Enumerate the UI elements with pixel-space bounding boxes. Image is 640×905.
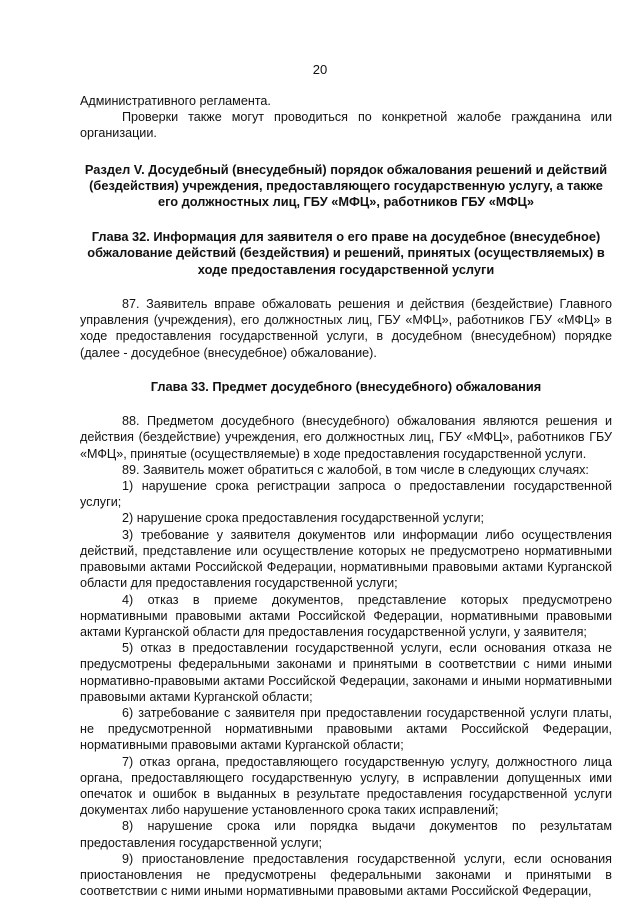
block-spacer — [80, 211, 612, 229]
section-heading: Глава 33. Предмет досудебного (внесудебного) обжалования — [150, 378, 542, 394]
paragraph: Проверки также могут проводиться по конкретной жалобе гражданина или организации. — [80, 110, 612, 141]
block-spacer — [80, 142, 612, 162]
block-spacer — [80, 278, 612, 296]
paragraph: 1) нарушение срока регистрации запроса о предоставлении государственной услуги; — [80, 479, 612, 510]
paragraph: 89. Заявитель может обратиться с жалобой, в том числе в следующих случаях: — [122, 462, 589, 477]
paragraph: 7) отказ органа, предоставляющего государственную услугу, должностного лица органа, предоставляющего государственную услугу, в исправлении допущенных ими опечаток и ошибок в выданных в результате предоставления государственной услуги документах либо нарушение установленного срока таких исправлений; — [80, 754, 612, 818]
block-spacer — [80, 395, 612, 413]
paragraph: 8) нарушение срока или порядка выдачи документов по результатам предоставления государственной услуги; — [80, 819, 612, 850]
paragraph: 2) нарушение срока предоставления государственной услуги; — [122, 511, 485, 526]
page-number: 20 — [312, 62, 328, 77]
section-heading: Глава 32. Информация для заявителя о его праве на досудебное (внесудебное) обжалование действий (бездействия) и решений, принятых (осуществляемых) в ходе предоставления государственной услуги — [87, 228, 605, 277]
paragraph: 9) приостановление предоставления государственной услуги, если основания приостановления не предусмотрены федеральными законами и принятыми в соответствии с ними иными нормативными правовыми актами Российской Федерации, — [80, 851, 612, 899]
block-spacer — [80, 361, 612, 379]
paragraph: 5) отказ в предоставлении государственной услуги, если основания отказа не предусмотрены федеральными законами и принятыми в соответствии с ними иными нормативно-правовыми актами Российской Федерации, законами и иными нормативными правовыми актами Курганской области; — [80, 641, 612, 704]
paragraph: 88. Предметом досудебного (внесудебного) обжалования являются решения и действия (бездействие) учреждения, его должностных лиц, ГБУ «МФЦ», работников ГБУ «МФЦ», принятые (осуществляемые) в ходе предоставления государственной услуги. — [80, 414, 612, 461]
document-body — [80, 93, 612, 899]
section-heading: Раздел V. Досудебный (внесудебный) порядок обжалования решений и действий (бездействия) учреждения, предоставляющего государственную услугу, а также его должностных лиц, ГБУ «МФЦ», работников ГБУ «МФЦ» — [84, 161, 608, 210]
paragraph: 3) требование у заявителя документов или информации либо осуществления действий, представление или осуществление которых не предусмотрено нормативными правовыми актами Российской Федерации, нормативными правовыми актами Курганской области для предоставления государственной услуги; — [80, 527, 612, 591]
paragraph: 87. Заявитель вправе обжаловать решения и действия (бездействие) Главного управления (учреждения), его должностных лиц, ГБУ «МФЦ», работников ГБУ «МФЦ» в ходе предоставления государственной услуги, в досудебном (внесудебном) порядке (далее - досудебное (внесудебное) обжалование). — [80, 297, 612, 360]
paragraph: Административного регламента. — [80, 94, 271, 108]
paragraph: 4) отказ в приеме документов, представление которых предусмотрено нормативными правовыми актами Российской Федерации, нормативными правовыми актами Курганской области для предоставления государственной услуги, у заявителя; — [80, 592, 612, 639]
paragraph: 6) затребование с заявителя при предоставлении государственной услуги платы, не предусмотренной нормативными правовыми актами Российской Федерации, нормативными правовыми актами Курганской области; — [80, 705, 612, 753]
